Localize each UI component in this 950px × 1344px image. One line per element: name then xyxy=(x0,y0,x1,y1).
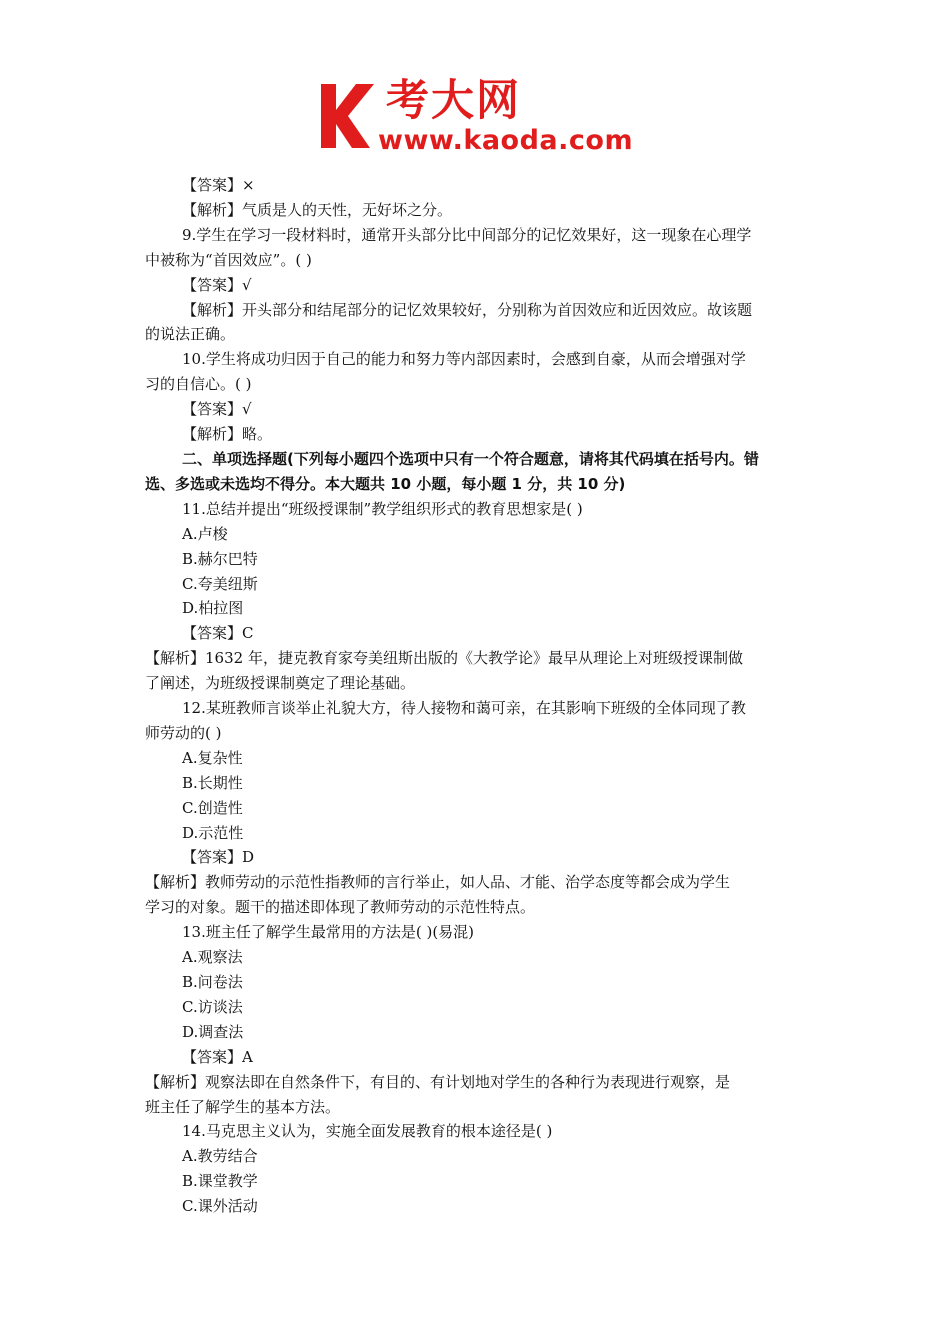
option-d: D.示范性 xyxy=(182,823,244,842)
answer-line: 【答案】C xyxy=(182,624,254,643)
answer-line: 【答案】√ xyxy=(182,400,252,419)
analysis-line: 【解析】开头部分和结尾部分的记忆效果较好，分别称为首因效应和近因效应。故该题 xyxy=(182,300,753,319)
logo-chinese-name: 考大网 xyxy=(386,76,521,126)
question-12-cont: 师劳动的( ) xyxy=(145,723,222,742)
document-body xyxy=(145,173,810,1219)
analysis-line: 【解析】略。 xyxy=(182,425,273,444)
answer-line: 【答案】D xyxy=(182,848,255,867)
question-14: 14.马克思主义认为，实施全面发展教育的根本途径是( ) xyxy=(182,1122,553,1141)
option-b: B.赫尔巴特 xyxy=(182,549,258,568)
option-b: B.课堂教学 xyxy=(182,1172,258,1191)
analysis-line-cont: 学习的对象。题干的描述即体现了教师劳动的示范性特点。 xyxy=(145,898,536,917)
question-10-cont: 习的自信心。( ) xyxy=(145,375,252,394)
option-c: C.创造性 xyxy=(182,798,243,817)
analysis-line: 【解析】气质是人的天性，无好坏之分。 xyxy=(182,200,453,219)
option-a: A.卢梭 xyxy=(182,524,228,543)
question-9: 9.学生在学习一段材料时，通常开头部分比中间部分的记忆效果好，这一现象在心理学 xyxy=(182,225,752,244)
analysis-line: 【解析】教师劳动的示范性指教师的言行举止，如人品、才能、治学态度等都会成为学生 xyxy=(145,873,731,892)
section-heading-cont: 选、多选或未选均不得分。本大题共 10 小题，每小题 1 分，共 10 分) xyxy=(145,474,626,493)
answer-line: 【答案】A xyxy=(182,1047,253,1066)
option-d: D.调查法 xyxy=(182,1022,244,1041)
analysis-line: 【解析】1632 年，捷克教育家夸美纽斯出版的《大教学论》最早从理论上对班级授课制做 xyxy=(145,649,743,668)
option-a: A.教劳结合 xyxy=(182,1147,258,1166)
question-13: 13.班主任了解学生最常用的方法是( )(易混) xyxy=(182,923,475,942)
option-c: C.访谈法 xyxy=(182,997,243,1016)
option-c: C.夸美纽斯 xyxy=(182,574,258,593)
analysis-line: 【解析】观察法即在自然条件下，有目的、有计划地对学生的各种行为表现进行观察，是 xyxy=(145,1072,731,1091)
option-d: D.柏拉图 xyxy=(182,599,244,618)
section-heading: 二、单项选择题(下列每小题四个选项中只有一个符合题意，请将其代码填在括号内。错 xyxy=(182,449,759,468)
question-9-cont: 中被称为“首因效应”。( ) xyxy=(145,250,312,269)
answer-line: 【答案】√ xyxy=(182,275,252,294)
question-12: 12.某班教师言谈举止礼貌大方，待人接物和蔼可亲，在其影响下班级的全体同现了教 xyxy=(182,699,746,718)
question-10: 10.学生将成功归因于自己的能力和努力等内部因素时，会感到自豪，从而会增强对学 xyxy=(182,350,746,369)
option-b: B.长期性 xyxy=(182,773,243,792)
option-c: C.课外活动 xyxy=(182,1197,258,1216)
option-a: A.观察法 xyxy=(182,948,243,967)
logo-url: www.kaoda.com xyxy=(378,125,634,156)
analysis-line-cont: 的说法正确。 xyxy=(145,325,236,344)
answer-line: 【答案】× xyxy=(182,176,255,194)
k-logo-icon xyxy=(318,80,380,150)
kaoda-logo[interactable] xyxy=(318,78,638,158)
option-a: A.复杂性 xyxy=(182,748,243,767)
analysis-line-cont: 班主任了解学生的基本方法。 xyxy=(145,1097,341,1116)
option-b: B.问卷法 xyxy=(182,973,243,991)
question-11: 11.总结并提出“班级授课制”教学组织形式的教育思想家是( ) xyxy=(182,499,583,518)
analysis-line-cont: 了阐述，为班级授课制奠定了理论基础。 xyxy=(145,674,416,693)
